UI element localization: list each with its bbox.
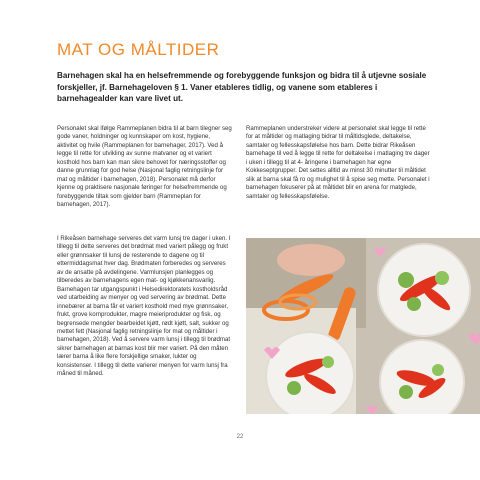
left-paragraph-2: I Rikeåsen barnehage serveres det varm lunsj tre dager i uken. I tillegg til dette serveres det brødmat med variert pålegg og frukt eller grønnsaker til lunsj de resterende to dagene og til ettermiddagsmat hver dag. Brødmaten forberedes og serveres av de ansatte på avdelingene. Varmlunsjen planlegges og tilberedes av barnehagens egen mat- og kjøkkenansvarlig. Barnehagen tar utgangspunkt i Helsedirektoratets kostholdsråd ved utarbeiding av menyer og ved servering av brødmat. Dette innebærer at barna får et variert kosthold med mye grønnsaker, frukt, grove kornprodukter, magre meieriprodukter og fisk, og begrensede mengder bearbeidet kjøtt, rødt kjøtt, salt, sukker og mettet fett (Nasjonal faglig retningslinje for mat og måltider i barnehagen, 2018). Ved å servere varm lunsj i tillegg til brødmat sikrer barnehagen at barnas kost blir mer variert. På den måten lærer barna å like flere forskjellige smaker, lukter og konsistenser. I tillegg til dette varierer menyen for varm lunsj fra måned til måned. bbox=[57, 235, 231, 378]
page-title: MAT OG MÅLTIDER bbox=[57, 40, 220, 59]
right-paragraph-1: Rammeplanen understreker videre at personalet skal legge til rette for at måltider og matlaging bidrar til måltidsglede, deltakelse, samtaler og fellesskapsfølelse hos barn. Dette bidrar Rikeåsen barnehage til ved å legge til rette for deltakelse i matlaging tre dager i uken i tillegg til at 4- åringene i barnehagen har egne Kokkeseptgrupper. Det settes alltid av minst 30 minutter til måltidet slik at barna skal få ro og mulighet til å spise seg mette. Personalet i barnehagen fokuserer på at måltidet blir en arena for matglede, samtaler og fellesskapsfølelse. bbox=[246, 125, 430, 200]
left-paragraph-1: Personalet skal ifølge Rammeplanen bidra til at barn tilegner seg gode vaner, holdninger og kunnskaper om kost, hygiene, aktivitet og hvile (Rammeplanen for barnehager, 2017). Ved å legge til rette for utvikling av sunne matvaner og et variert kosthold hos barn kan man sikre behovet for næringsstoffer og danne grunnlag for god helse (Nasjonal faglig retningslinje for mat og måltider i barnehagen, 2018). Personalet må derfor kjenne og praktisere nasjonale føringer for helsefremmende og forebyggende tiltak som gjelder barn (Rammeplan for barnehagen, 2017). bbox=[57, 125, 232, 209]
right-column bbox=[246, 125, 431, 209]
food-photo bbox=[246, 238, 480, 414]
left-column-continued bbox=[57, 235, 232, 387]
page-number: 22 bbox=[236, 434, 244, 440]
left-column bbox=[57, 125, 232, 218]
lead-paragraph: Barnehagen skal ha en helsefremmende og forebyggende funksjon og bidra til å utjevne sosiale forskjeller, jf. Barnehageloven § 1. Vaner etableres tidlig, og vanene som etableres i barnehagealder kan vare livet ut. bbox=[57, 71, 427, 104]
food-photo-illustration bbox=[246, 238, 480, 414]
